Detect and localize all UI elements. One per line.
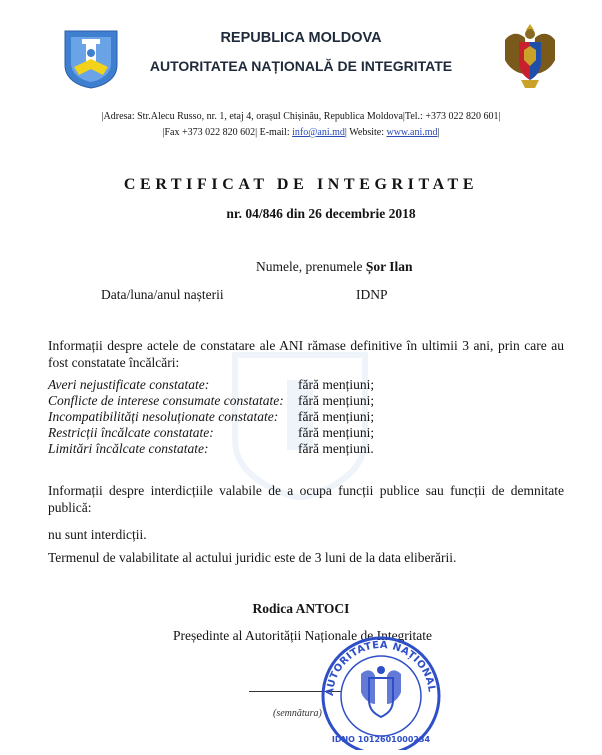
validity-statement: Termenul de valabilitate al actului juridic este de 3 luni de la data eliberării. [48,550,457,565]
finding-value: fără mențiuni; [298,425,375,440]
finding-label: Restricții încălcate constatate: [48,425,214,440]
stamp-ring-text: AUTORITATEA NAȚIONAL [324,639,437,697]
restrictions-intro: Informații despre interdicțiile valabile de a ocupa funcții publice sau funcții de demnitate publică: [48,483,564,515]
signer-title: Președinte al Autorității Naționale de Integritate [173,628,433,643]
certificate-number: nr. 04/846 din 26 decembrie 2018 [226,206,416,221]
contact-end: | [437,127,440,138]
restrictions-value: nu sunt interdicții. [48,527,147,542]
finding-value: fără mențiuni. [298,441,374,456]
name-value: Șor Ilan [365,259,413,274]
name-label: Numele, prenumele [256,259,366,274]
finding-label: Limitări încălcate constatate: [48,441,209,456]
name-line [256,258,413,275]
website-link[interactable]: www.ani.md [386,127,438,138]
idnp-label: IDNP [356,287,388,302]
finding-value: fără mențiuni; [298,377,375,392]
contact-address: |Adresa: Str.Alecu Russo, nr. 1, etaj 4, orașul Chișinău, Republica Moldova|Tel.: +373 022 820 601| [101,111,501,122]
email-link[interactable]: info@ani.md [292,127,345,138]
contact-fax-email-web [0,127,602,138]
finding-value: fără mențiuni; [298,393,375,408]
stamp-code: IDNO 1012601000234 [331,735,431,744]
certificate-title: CERTIFICAT DE INTEGRITATE [123,176,479,193]
finding-label: Averi nejustificate constatate: [48,377,210,392]
finding-label: Incompatibilități nesoluționate constatate: [48,409,279,424]
finding-value: fără mențiuni; [298,409,375,424]
signature-caption: (semnătura) [273,708,322,719]
website-label: | Website: [344,127,387,138]
findings-intro: Informații despre actele de constatare ale ANI rămase definitive în ultimii 3 ani, prin care au fost constatate încălcări: [48,338,564,370]
authority-name: AUTORITATEA NAȚIONALĂ DE INTEGRITATE [149,58,453,74]
finding-label: Conflicte de interese consumate constatate: [48,393,284,408]
official-stamp [319,634,443,755]
fax-text: |Fax +373 022 820 602| E-mail: [162,127,293,138]
birth-date-label: Data/luna/anul nașterii [101,287,224,302]
signer-name: Rodica ANTOCI [252,601,350,616]
country-name: REPUBLICA MOLDOVA [220,30,382,46]
